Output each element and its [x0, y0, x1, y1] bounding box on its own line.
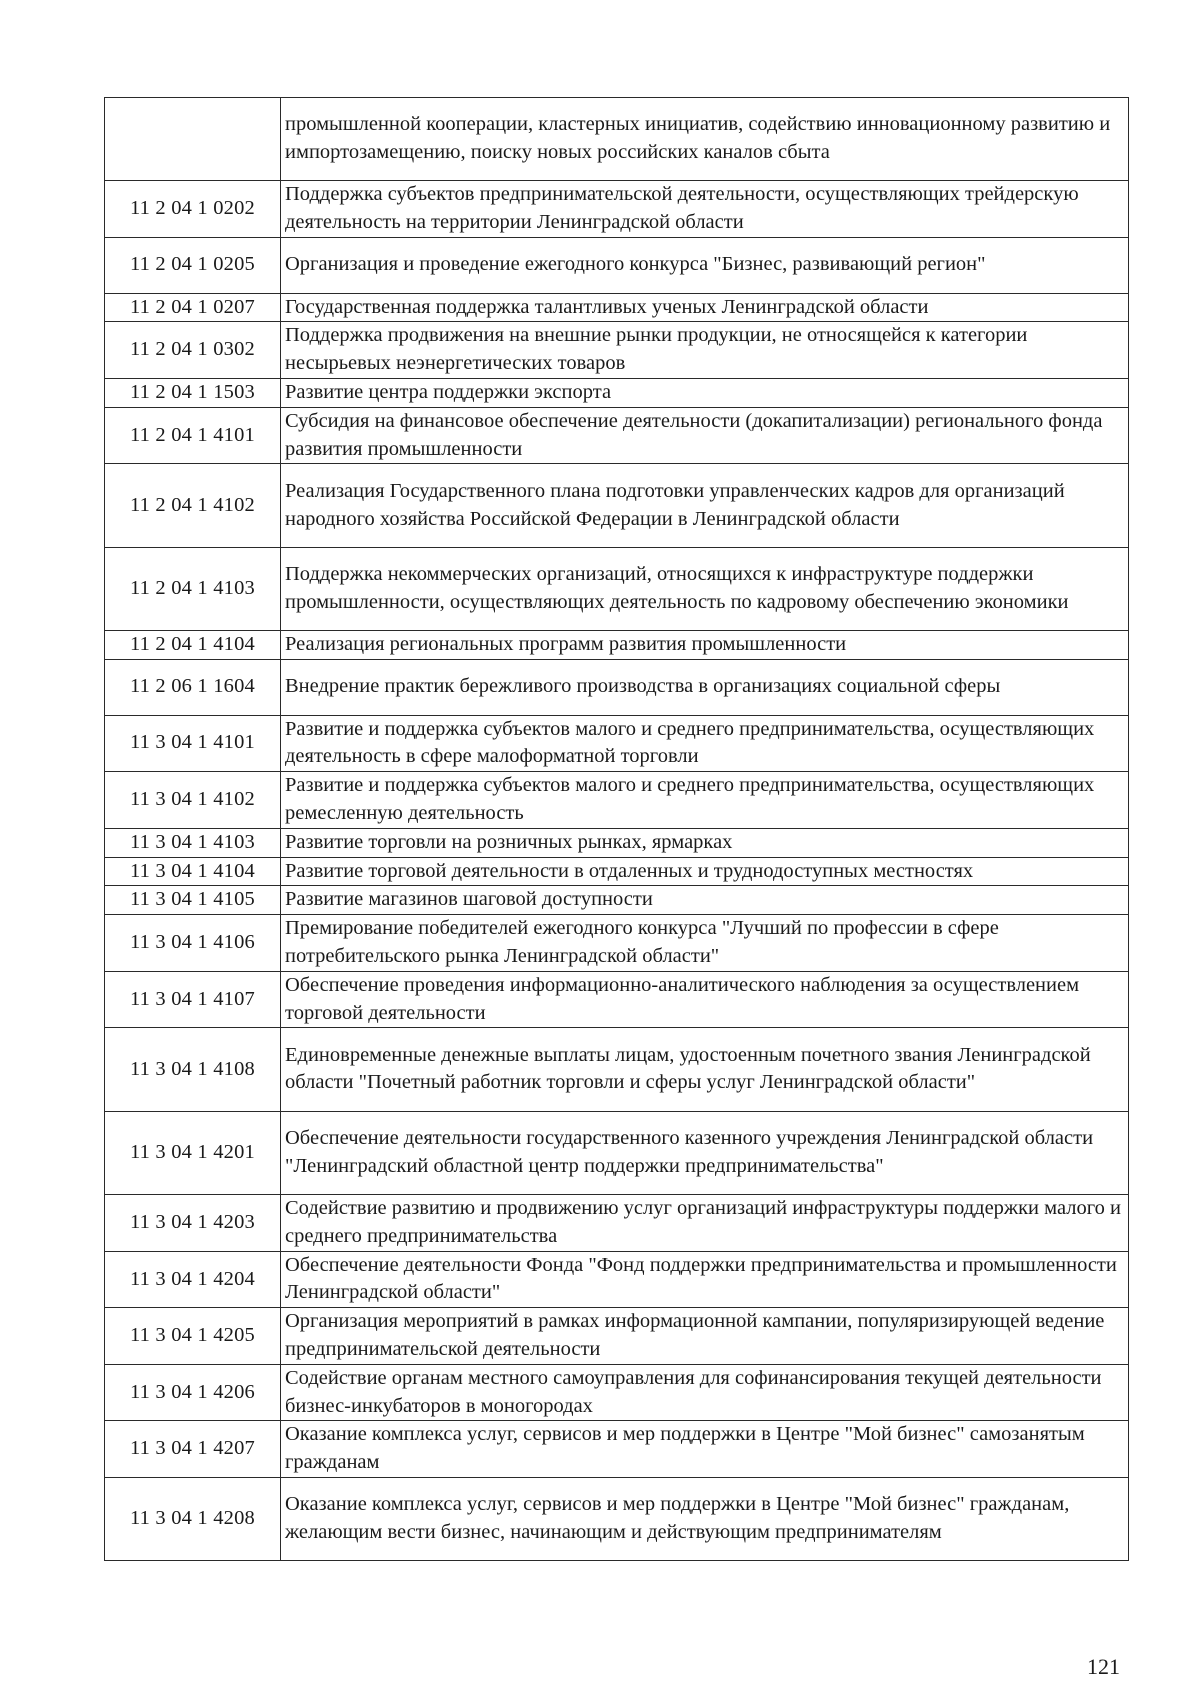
table-row: [105, 1111, 1129, 1194]
budget-code-cell: 11 3 04 1 4107: [105, 971, 281, 1028]
table-row: [105, 715, 1129, 772]
description-cell: Развитие магазинов шаговой доступности: [281, 886, 1129, 915]
budget-code-cell: 11 2 04 1 4102: [105, 464, 281, 547]
table-row: [105, 181, 1129, 238]
table-row: [105, 237, 1129, 293]
budget-code-cell: 11 3 04 1 4206: [105, 1364, 281, 1421]
description-cell: Субсидия на финансовое обеспечение деятельности (докапитализации) регионального фонда развития промышленности: [281, 407, 1129, 464]
budget-code-cell: 11 3 04 1 4101: [105, 715, 281, 772]
budget-code-cell: 11 3 04 1 4201: [105, 1111, 281, 1194]
table-row: [105, 772, 1129, 829]
description-cell: Единовременные денежные выплаты лицам, удостоенным почетного звания Ленинградской области "Почетный работник торговли и сферы услуг Ленинградской области": [281, 1028, 1129, 1111]
table-row: [105, 98, 1129, 181]
description-cell: Оказание комплекса услуг, сервисов и мер поддержки в Центре "Мой бизнес" самозанятым гражданам: [281, 1421, 1129, 1478]
description-cell: Оказание комплекса услуг, сервисов и мер поддержки в Центре "Мой бизнес" гражданам, желающим вести бизнес, начинающим и действующим предпринимателям: [281, 1478, 1129, 1561]
budget-code-cell: 11 2 04 1 0302: [105, 322, 281, 379]
budget-code-cell: 11 3 04 1 4106: [105, 915, 281, 972]
table-row: [105, 1251, 1129, 1308]
description-cell: Премирование победителей ежегодного конкурса "Лучший по профессии в сфере потребительского рынка Ленинградской области": [281, 915, 1129, 972]
description-cell: Государственная поддержка талантливых ученых Ленинградской области: [281, 293, 1129, 322]
budget-code-cell: 11 2 04 1 1503: [105, 378, 281, 407]
table-row: [105, 659, 1129, 715]
description-cell: Развитие центра поддержки экспорта: [281, 378, 1129, 407]
page-number: 121: [1087, 1654, 1120, 1679]
budget-code-cell: 11 3 04 1 4207: [105, 1421, 281, 1478]
table-row: [105, 407, 1129, 464]
table-row: [105, 971, 1129, 1028]
budget-code-cell: 11 2 04 1 0207: [105, 293, 281, 322]
table-row: [105, 1421, 1129, 1478]
budget-code-cell: [105, 98, 281, 181]
table-row: [105, 1478, 1129, 1561]
budget-code-cell: 11 3 04 1 4208: [105, 1478, 281, 1561]
description-cell: Реализация региональных программ развития промышленности: [281, 631, 1129, 660]
description-cell: Содействие развитию и продвижению услуг организаций инфраструктуры поддержки малого и среднего предпринимательства: [281, 1195, 1129, 1252]
budget-code-cell: 11 3 04 1 4105: [105, 886, 281, 915]
table-row: [105, 1308, 1129, 1365]
description-cell: Организация мероприятий в рамках информационной кампании, популяризирующей ведение предпринимательской деятельности: [281, 1308, 1129, 1365]
description-cell: Развитие и поддержка субъектов малого и среднего предпринимательства, осуществляющих ремесленную деятельность: [281, 772, 1129, 829]
description-cell: Содействие органам местного самоуправления для софинансирования текущей деятельности бизнес-инкубаторов в моногородах: [281, 1364, 1129, 1421]
description-cell: Развитие и поддержка субъектов малого и среднего предпринимательства, осуществляющих деятельность в сфере малоформатной торговли: [281, 715, 1129, 772]
table-row: [105, 378, 1129, 407]
budget-code-cell: 11 2 04 1 4103: [105, 547, 281, 630]
table-row: [105, 1195, 1129, 1252]
table-row: [105, 915, 1129, 972]
description-cell: Поддержка некоммерческих организаций, относящихся к инфраструктуре поддержки промышленности, осуществляющих деятельность по кадровому обеспечению экономики: [281, 547, 1129, 630]
budget-code-cell: 11 3 04 1 4102: [105, 772, 281, 829]
description-cell: Обеспечение деятельности государственного казенного учреждения Ленинградской области "Ленинградский областной центр поддержки предпринимательства": [281, 1111, 1129, 1194]
table-row: [105, 828, 1129, 857]
description-cell: Обеспечение проведения информационно-аналитического наблюдения за осуществлением торговой деятельности: [281, 971, 1129, 1028]
table-row: [105, 293, 1129, 322]
budget-code-table: [104, 97, 1129, 1561]
budget-code-cell: 11 3 04 1 4108: [105, 1028, 281, 1111]
table-row: [105, 464, 1129, 547]
table-row: [105, 322, 1129, 379]
table-row: [105, 1028, 1129, 1111]
table-row: [105, 547, 1129, 630]
table-body: [105, 98, 1129, 1561]
budget-code-cell: 11 3 04 1 4205: [105, 1308, 281, 1365]
description-cell: Развитие торговли на розничных рынках, ярмарках: [281, 828, 1129, 857]
description-cell: Внедрение практик бережливого производства в организациях социальной сферы: [281, 659, 1129, 715]
table-row: [105, 631, 1129, 660]
table-row: [105, 857, 1129, 886]
budget-code-cell: 11 2 04 1 0202: [105, 181, 281, 238]
budget-code-cell: 11 2 04 1 4104: [105, 631, 281, 660]
budget-code-cell: 11 3 04 1 4203: [105, 1195, 281, 1252]
description-cell: Обеспечение деятельности Фонда "Фонд поддержки предпринимательства и промышленности Ленинградской области": [281, 1251, 1129, 1308]
budget-code-cell: 11 2 04 1 4101: [105, 407, 281, 464]
budget-code-cell: 11 2 04 1 0205: [105, 237, 281, 293]
table-row: [105, 886, 1129, 915]
description-cell: Развитие торговой деятельности в отдаленных и труднодоступных местностях: [281, 857, 1129, 886]
budget-code-cell: 11 3 04 1 4104: [105, 857, 281, 886]
description-cell: промышленной кооперации, кластерных инициатив, содействию инновационному развитию и импортозамещению, поиску новых российских каналов сбыта: [281, 98, 1129, 181]
description-cell: Поддержка продвижения на внешние рынки продукции, не относящейся к категории несырьевых неэнергетических товаров: [281, 322, 1129, 379]
description-cell: Реализация Государственного плана подготовки управленческих кадров для организаций народного хозяйства Российской Федерации в Ленинградской области: [281, 464, 1129, 547]
description-cell: Поддержка субъектов предпринимательской деятельности, осуществляющих трейдерскую деятельность на территории Ленинградской области: [281, 181, 1129, 238]
budget-code-cell: 11 3 04 1 4103: [105, 828, 281, 857]
budget-code-cell: 11 3 04 1 4204: [105, 1251, 281, 1308]
description-cell: Организация и проведение ежегодного конкурса "Бизнес, развивающий регион": [281, 237, 1129, 293]
table-row: [105, 1364, 1129, 1421]
budget-code-cell: 11 2 06 1 1604: [105, 659, 281, 715]
